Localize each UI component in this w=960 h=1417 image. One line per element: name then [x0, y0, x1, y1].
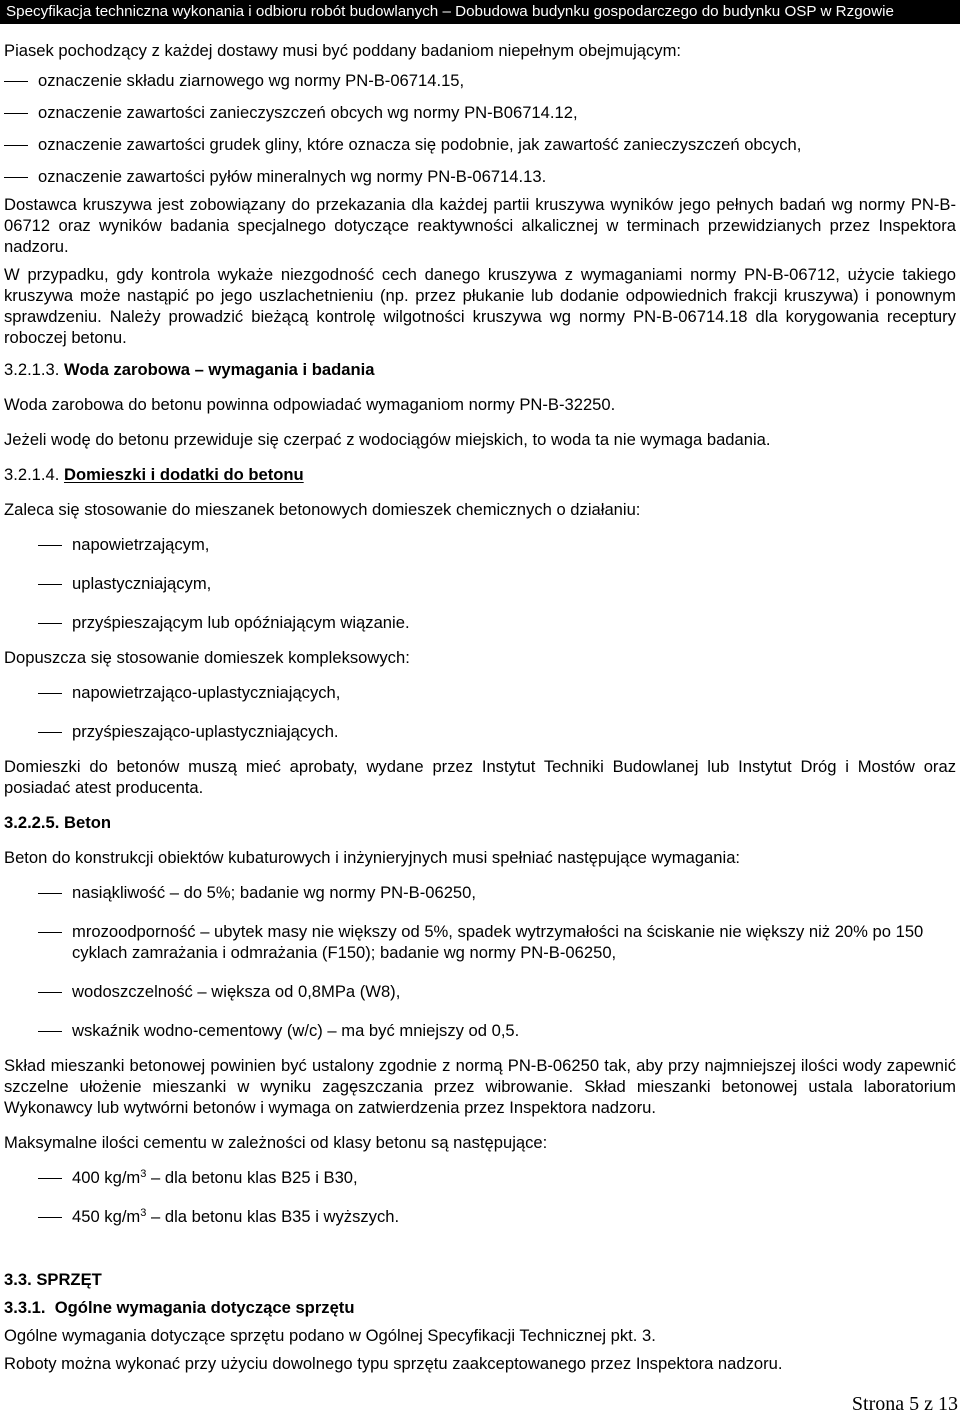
running-header: Specyfikacja techniczna wykonania i odbioru robót budowlanych – Dobudowa budynku gospodarczego do budynku OSP w Rzgowie [0, 0, 960, 24]
complex-admixtures-list [4, 682, 956, 742]
list-item: uplastyczniającym, [4, 573, 956, 594]
list-item: 400 $kg/m^3$ – dla betonu klas B25 i B30, [4, 1167, 956, 1188]
list-item: oznaczenie zawartości grudek gliny, które oznacza się podobnie, jak zawartość zanieczyszczeń obcych, [4, 134, 956, 155]
page-content [4, 40, 956, 1374]
mix-paragraph: Skład mieszanki betonowej powinien być ustalony zgodnie z normą PN-B-06250 tak, aby przy najmniejszej ilości wody zapewnić szczelne ułożenie mieszanki w wyniku zagęszczania przez wibrowanie. Skład mieszanki betonowej ustala laboratorium Wykonawcy lub wytwórni betonów i wymaga on zatwierdzenia przez Inspektora nadzoru. [4, 1056, 956, 1117]
equipment-heading [4, 1269, 956, 1290]
list-item: oznaczenie zawartości zanieczyszczeń obcych wg normy PN-B06714.12, [4, 102, 956, 123]
equipment-subheading [4, 1297, 956, 1318]
equipment-paragraph-1: Ogólne wymagania dotyczące sprzętu podano w Ogólnej Specyfikacji Technicznej pkt. 3. [4, 1326, 656, 1345]
section-number: 3.3.1. [4, 1298, 46, 1317]
list-item: mrozoodporność – ubytek masy nie większy od 5%, spadek wytrzymałości na ściskanie nie większy niż 20% po 150 cyklach zamrażania i odmrażania (F150); badanie wg normy PN-B-06250, [4, 921, 956, 963]
page-number: Strona 5 z 13 [851, 1393, 958, 1415]
admixtures-heading [4, 464, 956, 485]
list-item: oznaczenie składu ziarnowego wg normy PN-B-06714.15, [4, 70, 956, 91]
water-paragraph-1: Woda zarobowa do betonu powinna odpowiadać wymaganiom normy PN-B-32250. [4, 395, 616, 414]
sand-test-list [4, 70, 956, 187]
concrete-intro: Beton do konstrukcji obiektów kubaturowych i inżynieryjnych musi spełniać następujące wymagania: [4, 848, 741, 867]
list-item: napowietrzającym, [4, 534, 956, 555]
list-item: oznaczenie zawartości pyłów mineralnych wg normy PN-B-06714.13. [4, 166, 956, 187]
approval-paragraph: Domieszki do betonów muszą mieć aprobaty, wydane przez Instytut Techniki Budowlanej lub Instytut Dróg i Mostów oraz posiadać atest producenta. [4, 757, 956, 797]
section-title: Domieszki i dodatki do betonu [63, 465, 304, 484]
water-heading [4, 359, 956, 380]
concrete-requirements-list [4, 882, 956, 1041]
water-paragraph-2: Jeżeli wodę do betonu przewiduje się czerpać z wodociągów miejskich, to woda ta nie wymaga badania. [4, 430, 771, 449]
cement-list [4, 1167, 956, 1227]
section-title: Beton [63, 813, 111, 832]
list-item: przyśpieszającym lub opóźniającym wiązanie. [4, 612, 956, 633]
section-number: 3.2.2.5. [4, 813, 60, 832]
section-number: 3.2.1.3. [4, 360, 60, 379]
equipment-paragraph-2: Roboty można wykonać przy użyciu dowolnego typu sprzętu zaakceptowanego przez Inspektora nadzoru. [4, 1354, 783, 1373]
section-number: 3.3. [4, 1270, 32, 1289]
sand-intro: Piasek pochodzący z każdej dostawy musi być poddany badaniom niepełnym obejmującym: [4, 41, 682, 60]
cement-intro: Maksymalne ilości cementu w zależności od klasy betonu są następujące: [4, 1133, 548, 1152]
list-item: napowietrzająco-uplastyczniających, [4, 682, 956, 703]
list-item: nasiąkliwość – do 5%; badanie wg normy PN-B-06250, [4, 882, 956, 903]
section-title: SPRZĘT [36, 1270, 102, 1289]
section-title: Ogólne wymagania dotyczące sprzętu [54, 1298, 355, 1317]
list-item: wodoszczelność – większa od 0,8MPa (W8), [4, 981, 956, 1002]
admixtures-intro: Zaleca się stosowanie do mieszanek betonowych domieszek chemicznych o działaniu: [4, 500, 641, 519]
list-item: 450 $kg/m^3$ – dla betonu klas B35 i wyższych. [4, 1206, 956, 1227]
concrete-heading [4, 812, 956, 833]
supplier-paragraph: Dostawca kruszywa jest zobowiązany do przekazania dla każdej partii kruszywa wyników jego pełnych badań wg normy PN-B-06712 oraz wyników badania specjalnego dotyczące reaktywności alkalicznej w terminach przewidzianych przez Inspektora nadzoru. [4, 195, 956, 256]
list-item: wskaźnik wodno-cementowy (w/c) – ma być mniejszy od 0,5. [4, 1020, 956, 1041]
admixtures-list [4, 534, 956, 633]
complex-admixtures-intro: Dopuszcza się stosowanie domieszek kompleksowych: [4, 648, 410, 667]
section-title: Woda zarobowa – wymagania i badania [63, 360, 375, 379]
nonconformity-paragraph: W przypadku, gdy kontrola wykaże niezgodność cech danego kruszywa z wymaganiami normy PN-B-06712, użycie takiego kruszywa może nastąpić po jego uszlachetnieniu (np. przez płukanie lub dodanie odpowiednich frakcji kruszywa) i ponownym sprawdzeniu. Należy prowadzić bieżącą kontrolę wilgotności kruszywa wg normy PN-B-06714.18 dla korygowania receptury roboczej betonu. [4, 265, 956, 347]
section-number: 3.2.1.4. [4, 465, 60, 484]
list-item: przyśpieszająco-uplastyczniających. [4, 721, 956, 742]
